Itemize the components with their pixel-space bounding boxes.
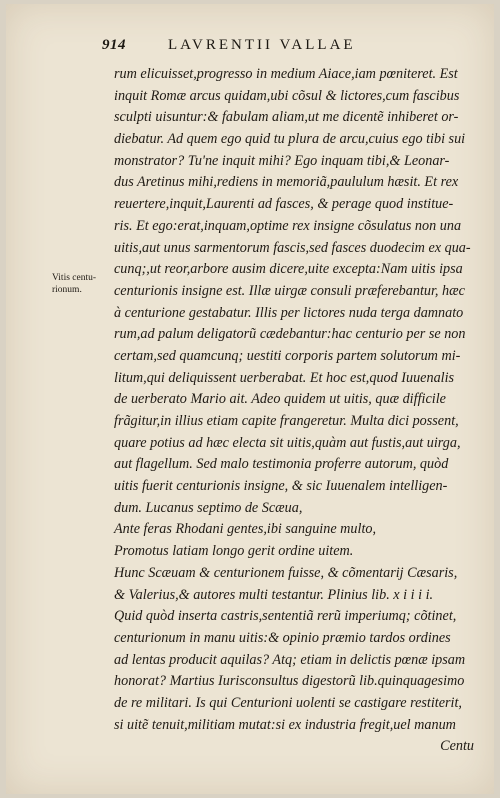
marginal-note-line: rionum. bbox=[52, 285, 82, 295]
text-line: Quid quòd inserta castris,sententiã rerũ imperiumq; cõtinet, bbox=[114, 608, 457, 625]
text-line: uitis fuerit centurionis insigne, & sic Iuuenalem intelligen- bbox=[114, 478, 448, 495]
text-line: quare potius ad hæc electa sit uitis,quàm aut fustis,aut uirga, bbox=[114, 434, 461, 451]
running-head: LAVRENTII VALLAE bbox=[168, 37, 356, 53]
text-line: cunq;,ut reor,arbore ausim dicere,uite excepta:Nam uitis ipsa bbox=[114, 261, 463, 278]
text-line: Ante feras Rhodani gentes,ibi sanguine multo, bbox=[114, 521, 377, 538]
text-line: certam,sed quamcunq; uestiti corporis partem solutorum mi- bbox=[114, 347, 461, 364]
text-line: aut flagellum. Sed malo testimonia proferre autorum, quòd bbox=[114, 456, 449, 473]
text-line: sculpti uisuntur:& fabulam aliam,ut me dicentẽ inhiberet or- bbox=[114, 109, 459, 126]
text-line: centurionum in manu uitis:& opinio præmio tardos ordines bbox=[114, 629, 451, 646]
folio-number: 914 bbox=[102, 37, 126, 53]
marginal-note bbox=[52, 272, 104, 296]
text-line: dus Aretinus mihi,rediens in memoriã,paululum hæsit. Et rex bbox=[114, 174, 459, 191]
text-line: si uitẽ tenuit,militiam mutat:si ex industria fregit,uel manum bbox=[114, 716, 456, 733]
marginal-note-line: Vitis centu- bbox=[52, 273, 97, 283]
book-page bbox=[6, 4, 494, 794]
text-line: rum elicuisset,progresso in medium Aiace,iam pœniteret. Est bbox=[114, 66, 458, 82]
text-line: & Valerius,& autores multi testantur. Plinius lib. x i i i i. bbox=[114, 586, 434, 603]
text-line: Promotus latiam longo gerit ordine uitem. bbox=[114, 543, 354, 560]
text-line: inquit Romæ arcus quidam,ubi cõsul & lictores,cum fascibus bbox=[114, 87, 460, 104]
text-line: ris. Et ego:erat,inquam,optime rex insigne cõsulatus non una bbox=[114, 217, 462, 234]
text-line: reuertere,inquit,Laurenti ad fasces, & perage quod institue- bbox=[114, 196, 454, 213]
text-line: de uerberato Mario ait. Adeo quidem ut uitis, quæ difficile bbox=[114, 391, 446, 408]
text-line: à centurione gestabatur. Illis per lictores nuda terga damnato bbox=[114, 304, 464, 321]
text-line: Hunc Scæuam & centurionem fuisse, & cõmentarij Cæsaris, bbox=[114, 564, 458, 581]
text-line: ad lentas producit aquilas? Atq; etiam in delictis pœnæ ipsam bbox=[114, 651, 466, 668]
text-line: diebatur. Ad quem ego quid tu plura de arcu,cuius ego tibi sui bbox=[114, 131, 466, 148]
catchword: Centu bbox=[440, 738, 474, 755]
text-line: rum,ad palum deligatorũ cædebantur:hac centurio per se non bbox=[114, 326, 466, 343]
text-line: centurionis insigne est. Illæ uirgæ consuli præferebantur, hæc bbox=[114, 282, 465, 299]
text-line: monstrator? Tu'ne inquit mihi? Ego inquam tibi,& Leonar- bbox=[114, 152, 450, 169]
text-line: frãgitur,in illius etiam capite frangeretur. Multa dici possent, bbox=[114, 413, 459, 429]
text-line: uitis,aut unus sarmentorum fascis,sed fasces duodecim ex qua- bbox=[114, 239, 471, 256]
text-line: litum,qui deliquissent uerberabat. Et hoc est,quod Iuuenalis bbox=[114, 369, 455, 386]
text-line: de re militari. Is qui Centurioni uolenti se castigare restiterit, bbox=[114, 694, 462, 711]
text-line: dum. Lucanus septimo de Scæua, bbox=[114, 499, 303, 516]
body-text bbox=[114, 64, 474, 758]
page-header bbox=[102, 37, 442, 57]
text-line: honorat? Martius Iurisconsultus digestorũ lib.quinquagesimo bbox=[114, 673, 465, 690]
